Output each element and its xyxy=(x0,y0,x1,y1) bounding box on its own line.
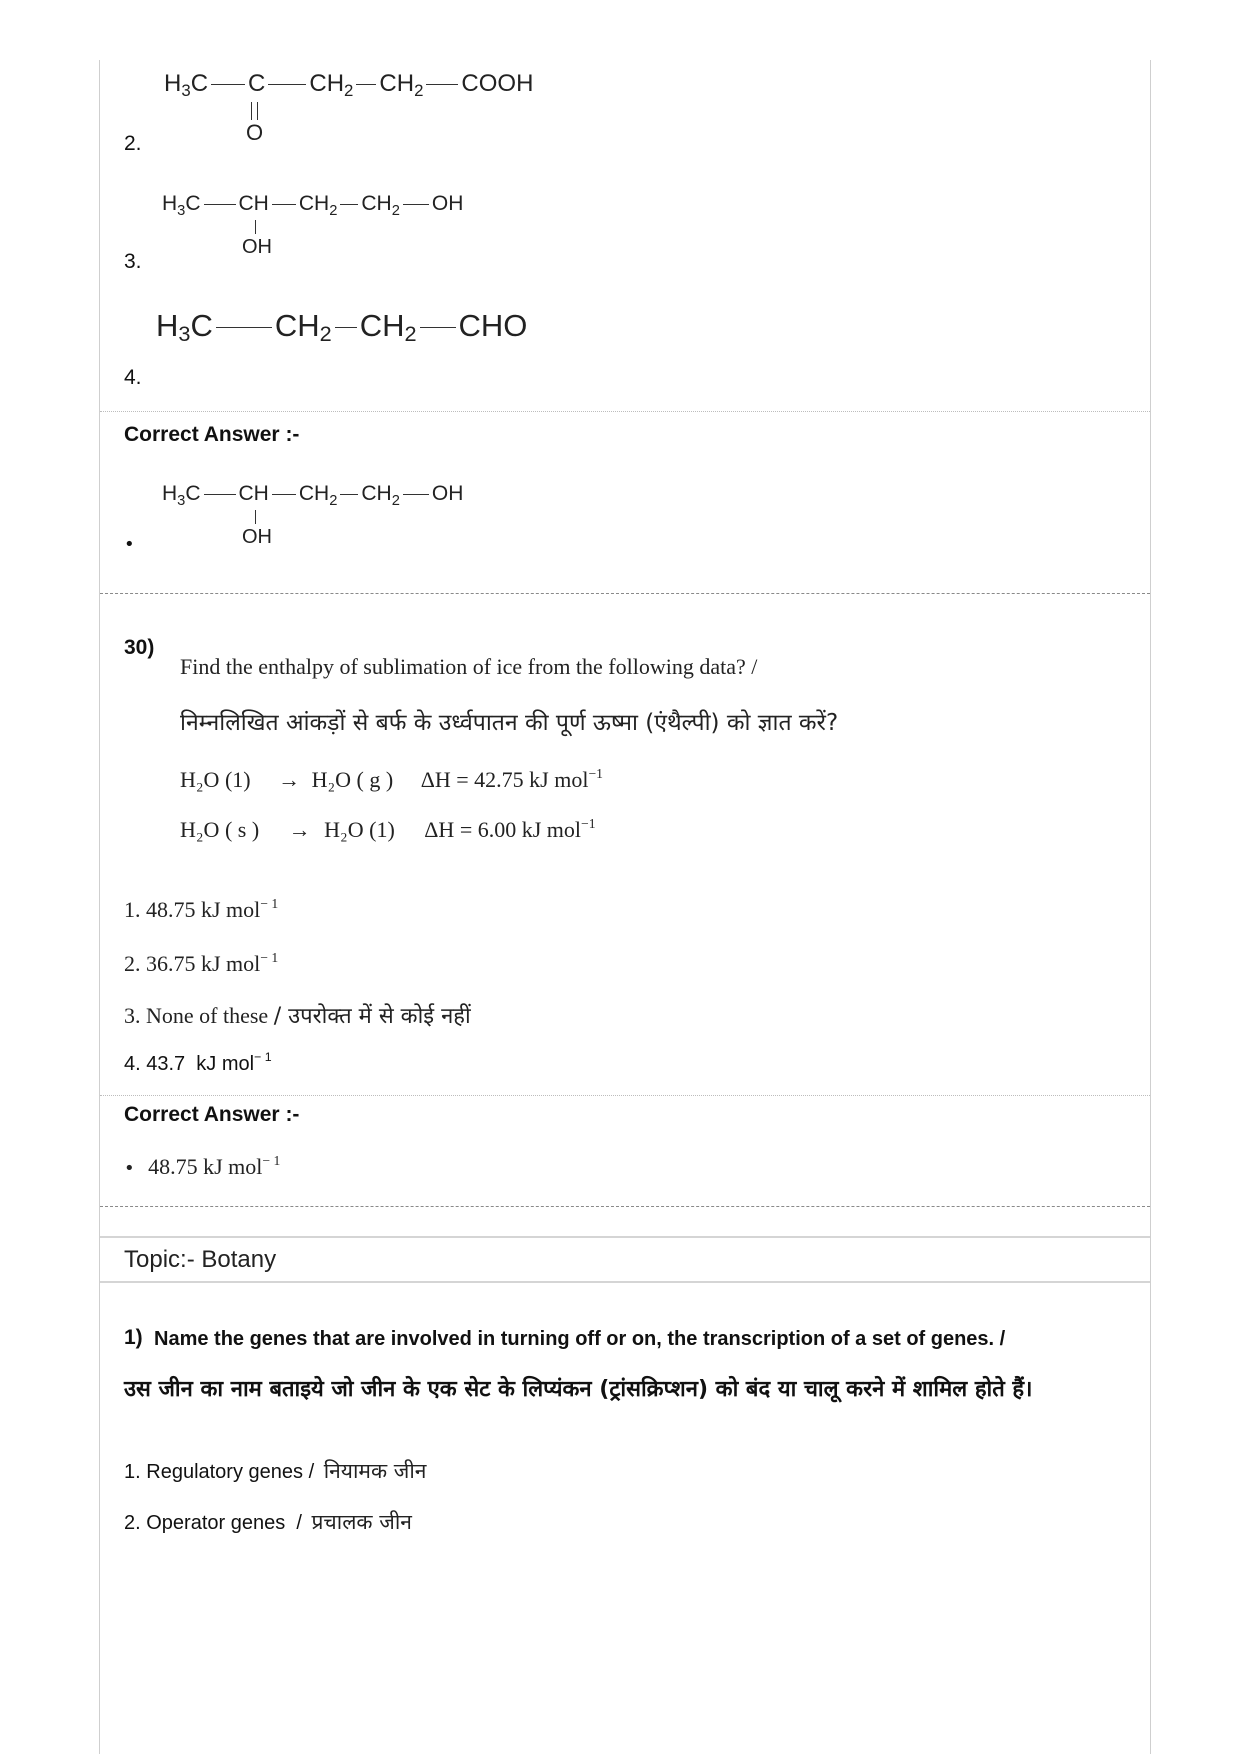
topic-bottom-border xyxy=(100,1281,1150,1283)
hydroxyl-group: OH xyxy=(242,236,272,258)
arrow: → xyxy=(288,817,311,842)
question-text-en: Find the enthalpy of sublimation of ice from the following data? / xyxy=(180,654,758,679)
option-2 xyxy=(124,1508,412,1536)
prev-option-3-formula xyxy=(162,192,463,219)
equation-1 xyxy=(180,766,603,793)
formula-group: $H_3C$ xyxy=(156,308,213,346)
correct-answer xyxy=(124,1153,280,1180)
formula-group: $CH_2$ xyxy=(298,482,338,509)
formula-group: $CH_2$ xyxy=(361,482,400,509)
hydroxyl-group: OH xyxy=(242,526,272,548)
formula-group: $CH_2$ xyxy=(359,308,417,346)
question-text-en: Name the genes that are involved in turning off or on, the transcription of a set of genes. / xyxy=(154,1328,1006,1350)
exponent: − 1 xyxy=(260,950,279,965)
exponent: − 1 xyxy=(254,1050,272,1064)
question-separator xyxy=(100,593,1150,594)
option-1 xyxy=(124,1457,426,1485)
bullet: • xyxy=(124,534,135,555)
exponent: − 1 xyxy=(262,1153,281,1168)
option-text: None of these xyxy=(146,1003,269,1028)
divider xyxy=(100,1095,1150,1096)
topic-top-border xyxy=(100,1236,1150,1238)
single-bond xyxy=(255,220,256,234)
option-text-hi: / उपरोक्त में से कोई नहीं xyxy=(273,1004,471,1029)
formula-group: C xyxy=(248,70,266,97)
formula-group: $CH_2$ xyxy=(379,70,424,100)
option-number: 3. xyxy=(124,1003,141,1028)
option-number: 1. xyxy=(124,1461,141,1483)
formula-group: $CH_2$ xyxy=(274,308,332,346)
prev-option-3-number: 3. xyxy=(124,250,142,273)
page-frame xyxy=(99,60,1151,1754)
correct-answer-label: Correct Answer :- xyxy=(124,1103,300,1126)
formula-group: $H_3C$ xyxy=(164,70,209,100)
formula-group: OH xyxy=(431,192,464,215)
option-number: 1. xyxy=(124,897,141,922)
option-text-hi: नियामक जीन xyxy=(323,1459,427,1483)
option-number: 4. xyxy=(124,1053,141,1075)
bullet: • xyxy=(124,1158,135,1179)
option-number: 2. xyxy=(124,1512,141,1534)
exponent: − 1 xyxy=(260,896,279,911)
prev-option-2-number: 2. xyxy=(124,132,142,155)
product: H₂O (1) xyxy=(324,817,395,842)
carbonyl-oxygen: O xyxy=(246,120,264,145)
option-3 xyxy=(124,1000,471,1030)
option-text: Operator genes / xyxy=(146,1512,302,1534)
question-text-hi: उस जीन का नाम बताइये जो जीन के एक सेट के लिप्यंकन (ट्रांसक्रिप्शन) को बंद या चालू करने में शामिल होते हैं। xyxy=(124,1377,1033,1402)
option-4 xyxy=(124,1050,272,1076)
formula-group: $CH_2$ xyxy=(309,70,354,100)
question-separator xyxy=(100,1206,1150,1207)
formula-group: COOH xyxy=(461,70,534,97)
prev-option-2-formula xyxy=(164,70,533,101)
option-1 xyxy=(124,896,278,923)
correct-answer-formula xyxy=(162,482,463,509)
question-number: 1) xyxy=(124,1326,143,1349)
equation-2 xyxy=(180,816,596,843)
double-bond xyxy=(251,102,258,120)
question-text-hi: निम्नलिखित आंकड़ों से बर्फ के उर्ध्वपातन की पूर्ण ऊष्मा (एंथैल्पी) को ज्ञात करें? xyxy=(180,710,839,736)
formula-group: $CH_2$ xyxy=(361,192,400,219)
option-number: 2. xyxy=(124,951,141,976)
formula-group: $CH_2$ xyxy=(298,192,338,219)
enthalpy-value: ΔH = 42.75 kJ mol xyxy=(420,767,589,792)
divider xyxy=(100,411,1150,412)
single-bond xyxy=(255,510,256,524)
formula-group: CHO xyxy=(458,308,528,343)
formula-group: CH xyxy=(238,192,269,215)
exponent: −1 xyxy=(588,766,603,781)
option-text: 48.75 kJ mol xyxy=(146,897,261,922)
question-number: 30) xyxy=(124,636,155,659)
correct-answer-text: 48.75 kJ mol xyxy=(148,1154,263,1179)
formula-group: $H_3C$ xyxy=(162,192,201,219)
prev-option-4-formula xyxy=(156,308,527,347)
option-text: Regulatory genes / xyxy=(146,1461,315,1483)
arrow: → xyxy=(278,767,301,792)
correct-answer-label: Correct Answer :- xyxy=(124,423,300,446)
option-text: 36.75 kJ mol xyxy=(146,951,261,976)
enthalpy-value: ΔH = 6.00 kJ mol xyxy=(424,817,582,842)
exponent: −1 xyxy=(581,816,596,831)
option-text: 43.7 kJ mol xyxy=(146,1053,255,1075)
prev-option-4-number: 4. xyxy=(124,366,142,389)
option-text-hi: प्रचालक जीन xyxy=(311,1510,412,1534)
formula-group: $H_3C$ xyxy=(162,482,201,509)
product: H₂O ( g ) xyxy=(311,767,394,792)
reactant: H₂O (1) xyxy=(180,767,251,792)
option-2 xyxy=(124,950,278,977)
formula-group: OH xyxy=(431,482,464,505)
topic-title: Topic:- Botany xyxy=(124,1246,277,1273)
formula-group: CH xyxy=(238,482,269,505)
reactant: H₂O ( s ) xyxy=(180,817,260,842)
